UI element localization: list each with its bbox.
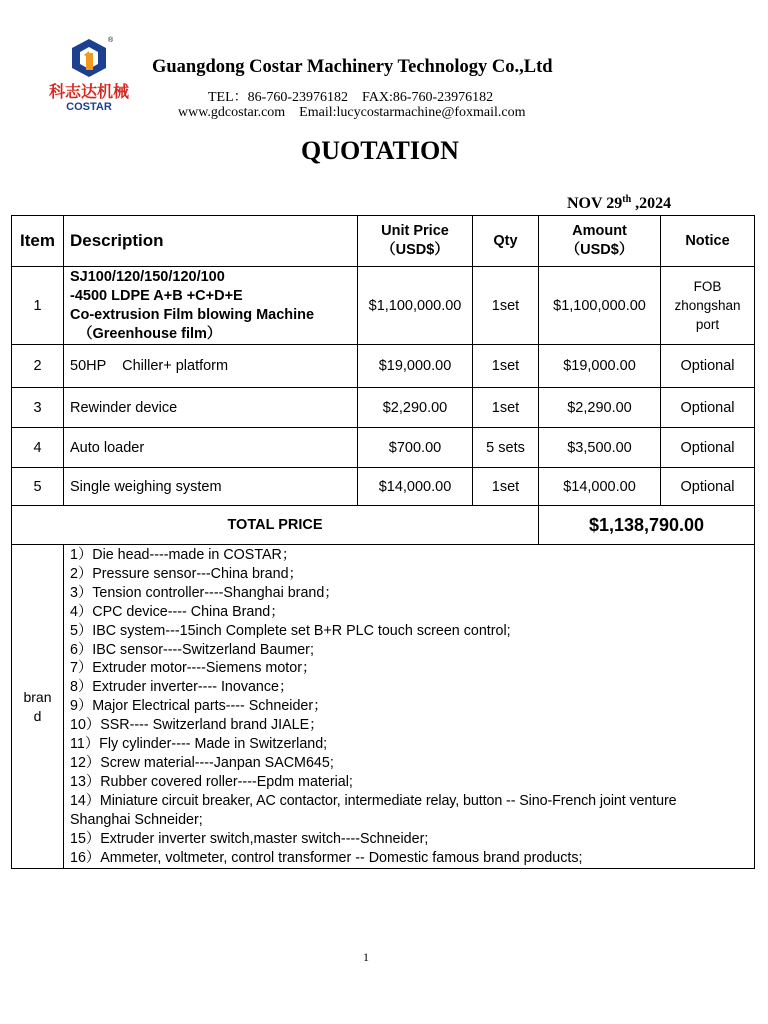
brand-line: 15）Extruder inverter switch,master switch----Schneider;: [70, 830, 429, 847]
page-number: 1: [363, 950, 369, 964]
notice-line: port: [695, 317, 720, 332]
header-amount-label: Amount: [572, 223, 627, 239]
registered-mark: ®: [108, 37, 114, 44]
item-notice: Optional: [661, 428, 755, 468]
item-unit-price: $700.00: [358, 428, 473, 468]
description-line: SJ100/120/150/120/100: [70, 268, 225, 285]
item-number: 2: [12, 345, 64, 388]
brand-line: 8）Extruder inverter---- Inovance；: [70, 679, 294, 696]
item-unit-price: $14,000.00: [358, 468, 473, 506]
item-number: 1: [12, 267, 64, 345]
table-row: [12, 388, 755, 428]
item-unit-price: $1,100,000.00: [358, 267, 473, 345]
item-qty: 1set: [473, 345, 539, 388]
brand-line: 1）Die head----made in COSTAR；: [70, 547, 297, 563]
table-row: [12, 468, 755, 506]
brand-row: [12, 545, 755, 869]
total-amount: $1,138,790.00: [539, 506, 755, 545]
notice-line: zhongshan: [674, 298, 741, 313]
notice-line: FOB: [693, 279, 722, 294]
brand-line: 2）Pressure sensor---China brand；: [70, 565, 303, 582]
contact-phone-fax: TEL：86-760-23976182 FAX:86-760-23976182: [208, 90, 494, 105]
description-line: （Greenhouse film）: [78, 325, 222, 342]
item-qty: 1set: [473, 267, 539, 345]
date-suffix: ,2024: [631, 195, 672, 212]
item-description: Rewinder device: [64, 388, 358, 428]
header-amount: [539, 216, 661, 267]
quotation-table: [11, 215, 755, 869]
header-amount-currency: （USD$）: [565, 242, 634, 258]
costar-logo-icon: [40, 34, 140, 120]
header-unit-price: [358, 216, 473, 267]
header-description: Description: [64, 216, 358, 267]
logo-text-en: COSTAR: [66, 101, 112, 113]
brand-line: 5）IBC system---15inch Complete set B+R PLC touch screen control;: [70, 622, 511, 639]
brand-line: 9）Major Electrical parts---- Schneider；: [70, 698, 328, 715]
table-header-row: [12, 216, 755, 267]
brand-line: 4）CPC device---- China Brand；: [70, 603, 285, 620]
brand-line: 6）IBC sensor----Switzerland Baumer;: [70, 641, 314, 658]
item-amount: $14,000.00: [539, 468, 661, 506]
date-ordinal: th: [622, 194, 632, 205]
item-description: [64, 267, 358, 345]
item-unit-price: $2,290.00: [358, 388, 473, 428]
brand-label-line: bran: [23, 688, 52, 705]
header-unit-price-currency: （USD$）: [381, 242, 449, 258]
document-title: QUOTATION: [301, 136, 459, 165]
total-row: [12, 506, 755, 545]
description-line: -4500 LDPE A+B +C+D+E: [70, 287, 243, 304]
brand-line: Shanghai Schneider;: [70, 811, 203, 828]
brand-line: 10）SSR---- Switzerland brand JIALE；: [70, 717, 324, 734]
brand-line: 16）Ammeter, voltmeter, control transformer -- Domestic famous brand products;: [70, 849, 583, 866]
item-amount: $3,500.00: [539, 428, 661, 468]
header-item: Item: [12, 216, 64, 267]
item-description: Single weighing system: [64, 468, 358, 506]
item-unit-price: $19,000.00: [358, 345, 473, 388]
item-notice: Optional: [661, 388, 755, 428]
description-line: Co-extrusion Film blowing Machine: [70, 306, 315, 323]
brand-line: 7）Extruder motor----Siemens motor；: [70, 660, 317, 677]
item-number: 5: [12, 468, 64, 506]
item-amount: $19,000.00: [539, 345, 661, 388]
brand-line: 11）Fly cylinder---- Made in Switzerland;: [70, 736, 328, 753]
quotation-date: [567, 194, 671, 213]
header-notice: Notice: [661, 216, 755, 267]
total-label: TOTAL PRICE: [12, 506, 539, 545]
item-notice: [661, 267, 755, 345]
contact-web-email: www.gdcostar.com Email:lucycostarmachine@foxmail.com: [178, 105, 526, 120]
table-row: [12, 428, 755, 468]
header-unit-price-label: Unit Price: [381, 223, 449, 239]
logo-text-cn: 科志达机械: [48, 82, 130, 101]
item-description: 50HP Chiller+ platform: [64, 345, 358, 388]
brand-list: [64, 545, 755, 869]
item-description: Auto loader: [64, 428, 358, 468]
table-row: [12, 267, 755, 345]
item-amount: $1,100,000.00: [539, 267, 661, 345]
item-amount: $2,290.00: [539, 388, 661, 428]
item-number: 4: [12, 428, 64, 468]
company-logo: [40, 34, 140, 120]
item-notice: Optional: [661, 468, 755, 506]
company-name: Guangdong Costar Machinery Technology Co.,Ltd: [152, 57, 553, 77]
brand-label-line: d: [33, 707, 42, 724]
brand-label: [12, 545, 64, 869]
brand-line: 13）Rubber covered roller----Epdm material;: [70, 773, 353, 790]
item-qty: 1set: [473, 388, 539, 428]
item-qty: 5 sets: [473, 428, 539, 468]
item-qty: 1set: [473, 468, 539, 506]
item-notice: Optional: [661, 345, 755, 388]
brand-line: 14）Miniature circuit breaker, AC contactor, intermediate relay, button -- Sino-French joint venture: [70, 792, 677, 809]
table-row: [12, 345, 755, 388]
item-number: 3: [12, 388, 64, 428]
brand-line: 12）Screw material----Janpan SACM645;: [70, 754, 334, 771]
header-qty: Qty: [473, 216, 539, 267]
brand-line: 3）Tension controller----Shanghai brand；: [70, 584, 339, 601]
date-prefix: NOV 29: [567, 195, 623, 212]
